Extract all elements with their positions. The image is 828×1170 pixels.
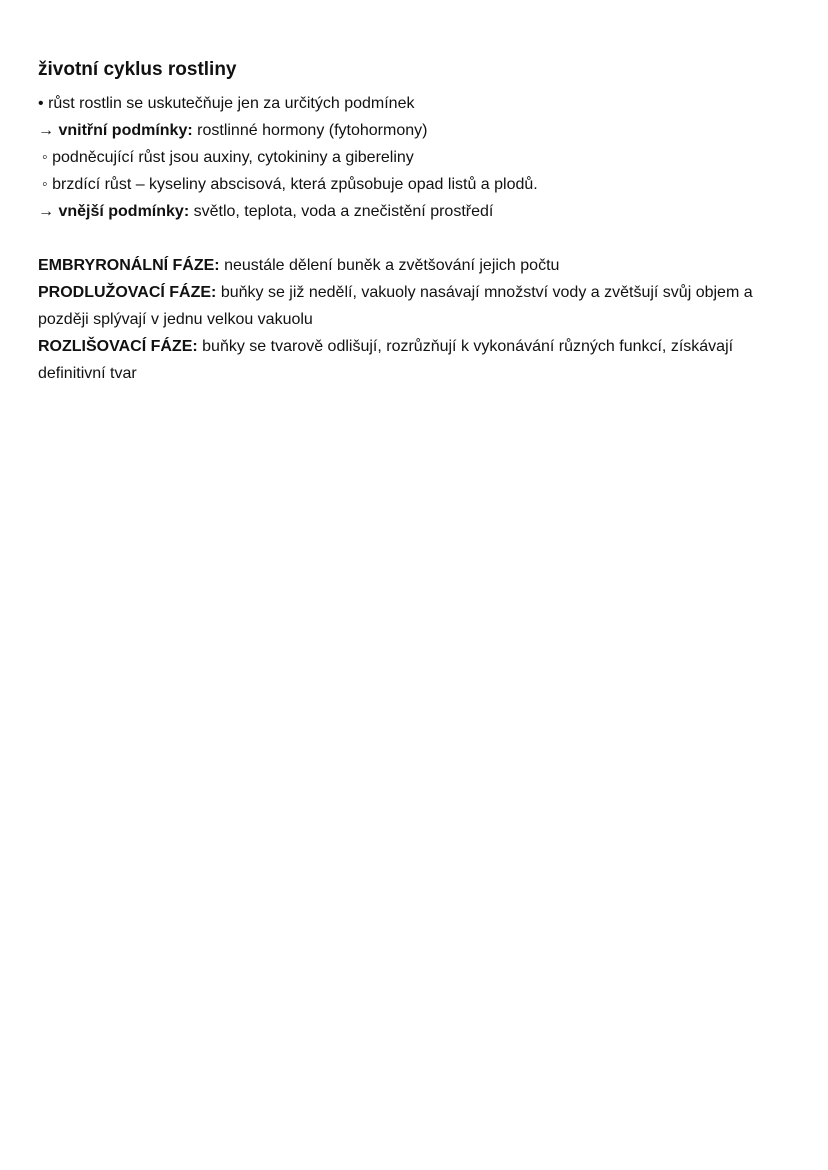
external-conditions-line bbox=[38, 198, 798, 225]
internal-conditions-label: vnitřní podmínky: bbox=[58, 122, 193, 139]
internal-item bbox=[38, 171, 798, 198]
phase-text: buňky se již nedělí, vakuoly nasávají množství vody a zvětšují svůj objem a později splývají v jednu velkou vakuolu bbox=[38, 284, 753, 328]
internal-conditions-line bbox=[38, 117, 798, 144]
phase-paragraph bbox=[38, 279, 788, 333]
intro-line bbox=[38, 90, 798, 117]
arrow-right-icon: → bbox=[38, 122, 54, 139]
internal-conditions-text: rostlinné hormony (fytohormony) bbox=[197, 122, 428, 139]
internal-item-text: brzdící růst – kyseliny abscisová, která způsobuje opad listů a plodů. bbox=[52, 176, 538, 193]
external-conditions-label: vnější podmínky: bbox=[58, 203, 190, 220]
circle-bullet-icon: ◦ bbox=[42, 176, 48, 193]
phase-paragraph bbox=[38, 333, 788, 387]
phase-label: PRODLUŽOVACÍ FÁZE: bbox=[38, 284, 217, 301]
spacer bbox=[38, 225, 798, 252]
circle-bullet-icon: ◦ bbox=[42, 149, 48, 166]
phase-label: ROZLIŠOVACÍ FÁZE: bbox=[38, 338, 198, 355]
intro-text: růst rostlin se uskutečňuje jen za určitých podmínek bbox=[48, 95, 415, 112]
document-page bbox=[38, 56, 798, 387]
phase-text: neustále dělení buněk a zvětšování jejich počtu bbox=[224, 257, 560, 274]
external-conditions-text: světlo, teplota, voda a znečistění prostředí bbox=[193, 203, 494, 220]
phase-text: buňky se tvarově odlišují, rozrůzňují k vykonávání různých funkcí, získávají definitivní tvar bbox=[38, 338, 734, 382]
internal-item-text: podněcující růst jsou auxiny, cytokininy a gibereliny bbox=[52, 149, 414, 166]
phase-label: EMBRYRONÁLNÍ FÁZE: bbox=[38, 257, 220, 274]
document-title: životní cyklus rostliny bbox=[38, 59, 237, 80]
bullet-icon: • bbox=[38, 95, 44, 112]
internal-item bbox=[38, 144, 798, 171]
phase-paragraph bbox=[38, 252, 788, 279]
arrow-right-icon: → bbox=[38, 203, 54, 220]
